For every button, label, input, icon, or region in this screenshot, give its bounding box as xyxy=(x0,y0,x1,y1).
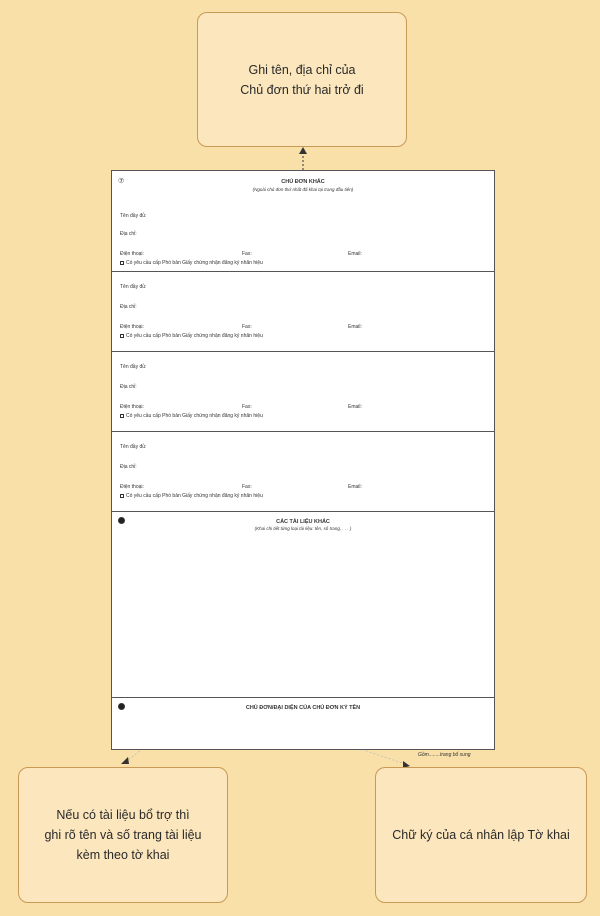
request-copy-option[interactable] xyxy=(120,413,263,419)
callout-signature xyxy=(375,767,587,903)
applicant-section-2 xyxy=(112,272,494,352)
request-copy-checkbox[interactable] xyxy=(120,261,124,265)
request-copy-option[interactable] xyxy=(120,333,263,339)
phone-label: Điện thoại: xyxy=(120,324,144,330)
name-label: Tên đầy đủ: xyxy=(120,213,147,219)
other-documents-title: CÁC TÀI LIỆU KHÁC xyxy=(276,519,330,525)
fax-label: Fax: xyxy=(242,484,252,490)
request-copy-label: Có yêu cầu cấp Phó bản Giấy chứng nhận đăng ký nhãn hiệu xyxy=(126,260,263,266)
applicant-section-1 xyxy=(112,171,494,272)
phone-label: Điện thoại: xyxy=(120,404,144,410)
request-copy-option[interactable] xyxy=(120,260,263,266)
section-number: ⑦ xyxy=(118,178,125,185)
name-label: Tên đầy đủ: xyxy=(120,364,147,370)
name-label: Tên đầy đủ: xyxy=(120,444,147,450)
form-sheet xyxy=(111,170,495,750)
fax-label: Fax: xyxy=(242,251,252,257)
request-copy-label: Có yêu cầu cấp Phó bản Giấy chứng nhận đăng ký nhãn hiệu xyxy=(126,333,263,339)
callout-supporting-docs xyxy=(18,767,228,903)
email-label: Email: xyxy=(348,324,362,330)
address-label: Địa chỉ: xyxy=(120,231,137,237)
signature-title: CHỦ ĐƠN/ĐẠI DIỆN CỦA CHỦ ĐƠN KÝ TÊN xyxy=(245,705,361,711)
email-label: Email: xyxy=(348,251,362,257)
name-label: Tên đầy đủ: xyxy=(120,284,147,290)
address-label: Địa chỉ: xyxy=(120,464,137,470)
other-documents-section xyxy=(112,512,494,698)
callout-signature-text: Chữ ký của cá nhân lập Tờ khai xyxy=(392,828,570,842)
request-copy-label: Có yêu cầu cấp Phó bản Giấy chứng nhận đăng ký nhãn hiệu xyxy=(126,493,263,499)
email-label: Email: xyxy=(348,484,362,490)
request-copy-option[interactable] xyxy=(120,493,263,499)
fax-label: Fax: xyxy=(242,404,252,410)
fax-label: Fax: xyxy=(242,324,252,330)
page-count-note: Gồm........trang bổ sung xyxy=(418,752,471,758)
applicant-section-3 xyxy=(112,352,494,432)
other-documents-subtitle: (Khai chi tiết từng loại tài liệu: tên, số trang, . . . ) xyxy=(254,526,352,531)
signature-section xyxy=(112,698,494,749)
request-copy-checkbox[interactable] xyxy=(120,334,124,338)
callout-owner-info-text: Ghi tên, địa chỉ của Chủ đơn thứ hai trở đi xyxy=(240,62,364,97)
phone-label: Điện thoại: xyxy=(120,251,144,257)
phone-label: Điện thoại: xyxy=(120,484,144,490)
address-label: Địa chỉ: xyxy=(120,384,137,390)
callout-supporting-docs-text: Nếu có tài liệu bổ trợ thì ghi rõ tên và số trang tài liệu kèm theo tờ khai xyxy=(44,808,202,862)
section-title: CHỦ ĐƠN KHÁC xyxy=(281,179,325,185)
callout-owner-info xyxy=(197,12,407,147)
applicant-section-4 xyxy=(112,432,494,512)
request-copy-checkbox[interactable] xyxy=(120,414,124,418)
email-label: Email: xyxy=(348,404,362,410)
address-label: Địa chỉ: xyxy=(120,304,137,310)
request-copy-label: Có yêu cầu cấp Phó bản Giấy chứng nhận đăng ký nhãn hiệu xyxy=(126,413,263,419)
section-subtitle: (Ngoài chủ đơn thứ nhất đã khai tại trang đầu tiên) xyxy=(252,187,354,192)
request-copy-checkbox[interactable] xyxy=(120,494,124,498)
